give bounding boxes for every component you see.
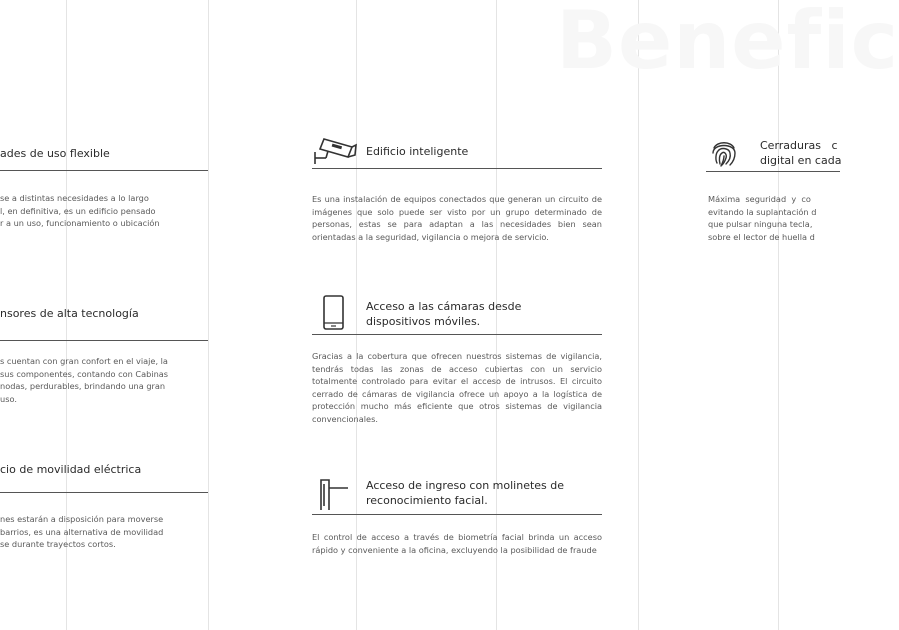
text-line: se a distintas necesidades a lo largo	[0, 193, 149, 203]
fold-line	[778, 0, 779, 630]
section-title: cio de movilidad eléctrica	[0, 463, 142, 476]
section-text	[708, 193, 840, 243]
divider	[0, 340, 208, 341]
title-line: dispositivos móviles.	[366, 315, 481, 328]
divider	[312, 334, 602, 335]
text-line: r a un uso, funcionamiento o ubicación	[0, 218, 160, 229]
section-title: nsores de alta tecnología	[0, 307, 139, 320]
divider	[0, 170, 208, 171]
mobile-phone-icon	[322, 295, 346, 335]
section-title	[366, 299, 521, 329]
divider	[312, 514, 602, 515]
text-line: l, en definitiva, es un edificio pensado	[0, 205, 156, 216]
section-text	[0, 513, 208, 551]
section-title: ades de uso flexible	[0, 147, 110, 160]
text-line: que pulsar ninguna tecla,	[708, 219, 813, 230]
text-line: s cuentan con gran confort en el viaje, la	[0, 356, 168, 366]
divider	[706, 171, 840, 172]
section-text: El control de acceso a través de biometría facial brinda un acceso rápido y conveniente a la oficina, excluyendo la posibilidad de fraude	[312, 532, 602, 555]
text-line: uso.	[0, 393, 17, 404]
fold-line	[208, 0, 209, 630]
section-title	[760, 138, 841, 168]
title-line: Acceso a las cámaras desde	[366, 300, 522, 313]
title-line: reconocimiento facial.	[366, 494, 488, 507]
section-text: Gracias a la cobertura que ofrecen nuestros sistemas de vigilancia, tendrás todas las zonas de acceso cubiertas con un servicio totalmente controlado para evitar el acceso de intrusos. El circuito cerrado de cámaras de vigilancia ofrece un apoyo a la logística de protección mucho más eficiente que otros sistemas de vigilancia convencionales.	[312, 351, 602, 424]
text-line: sus componentes, contando con Cabinas	[0, 368, 169, 379]
section-text: Es una instalación de equipos conectados que generan un circuito de imágenes que solo puede ser visto por un grupo determinado de personas, estas se para adaptan a las necesidades bien sean orientadas a la seguridad, vigilancia o mejora de servicio.	[312, 194, 602, 242]
divider	[0, 492, 208, 493]
text-line: Máxima seguridad y co	[708, 194, 811, 204]
section-text	[0, 355, 208, 405]
text-line: nes estarán a disposición para moverse	[0, 514, 164, 524]
text-line: se durante trayectos cortos.	[0, 539, 116, 550]
title-line: Acceso de ingreso con molinetes de	[366, 479, 565, 492]
fingerprint-icon	[708, 137, 740, 173]
section-title	[366, 478, 564, 508]
title-line: Cerraduras c	[760, 139, 838, 152]
text-line: barrios, es una alternativa de movilidad	[0, 526, 164, 537]
text-line: evitando la suplantación d	[708, 206, 817, 217]
fold-line	[638, 0, 639, 630]
section-text	[0, 192, 208, 230]
divider	[312, 168, 602, 169]
turnstile-icon	[318, 476, 352, 516]
section-title: Edificio inteligente	[366, 145, 469, 158]
text-line: sobre el lector de huella d	[708, 231, 815, 242]
title-line: digital en cada	[760, 154, 842, 167]
benefits-watermark: Benefic	[556, 0, 899, 87]
text-line: nodas, perdurables, brindando una gran	[0, 381, 166, 392]
security-camera-icon	[312, 134, 358, 170]
